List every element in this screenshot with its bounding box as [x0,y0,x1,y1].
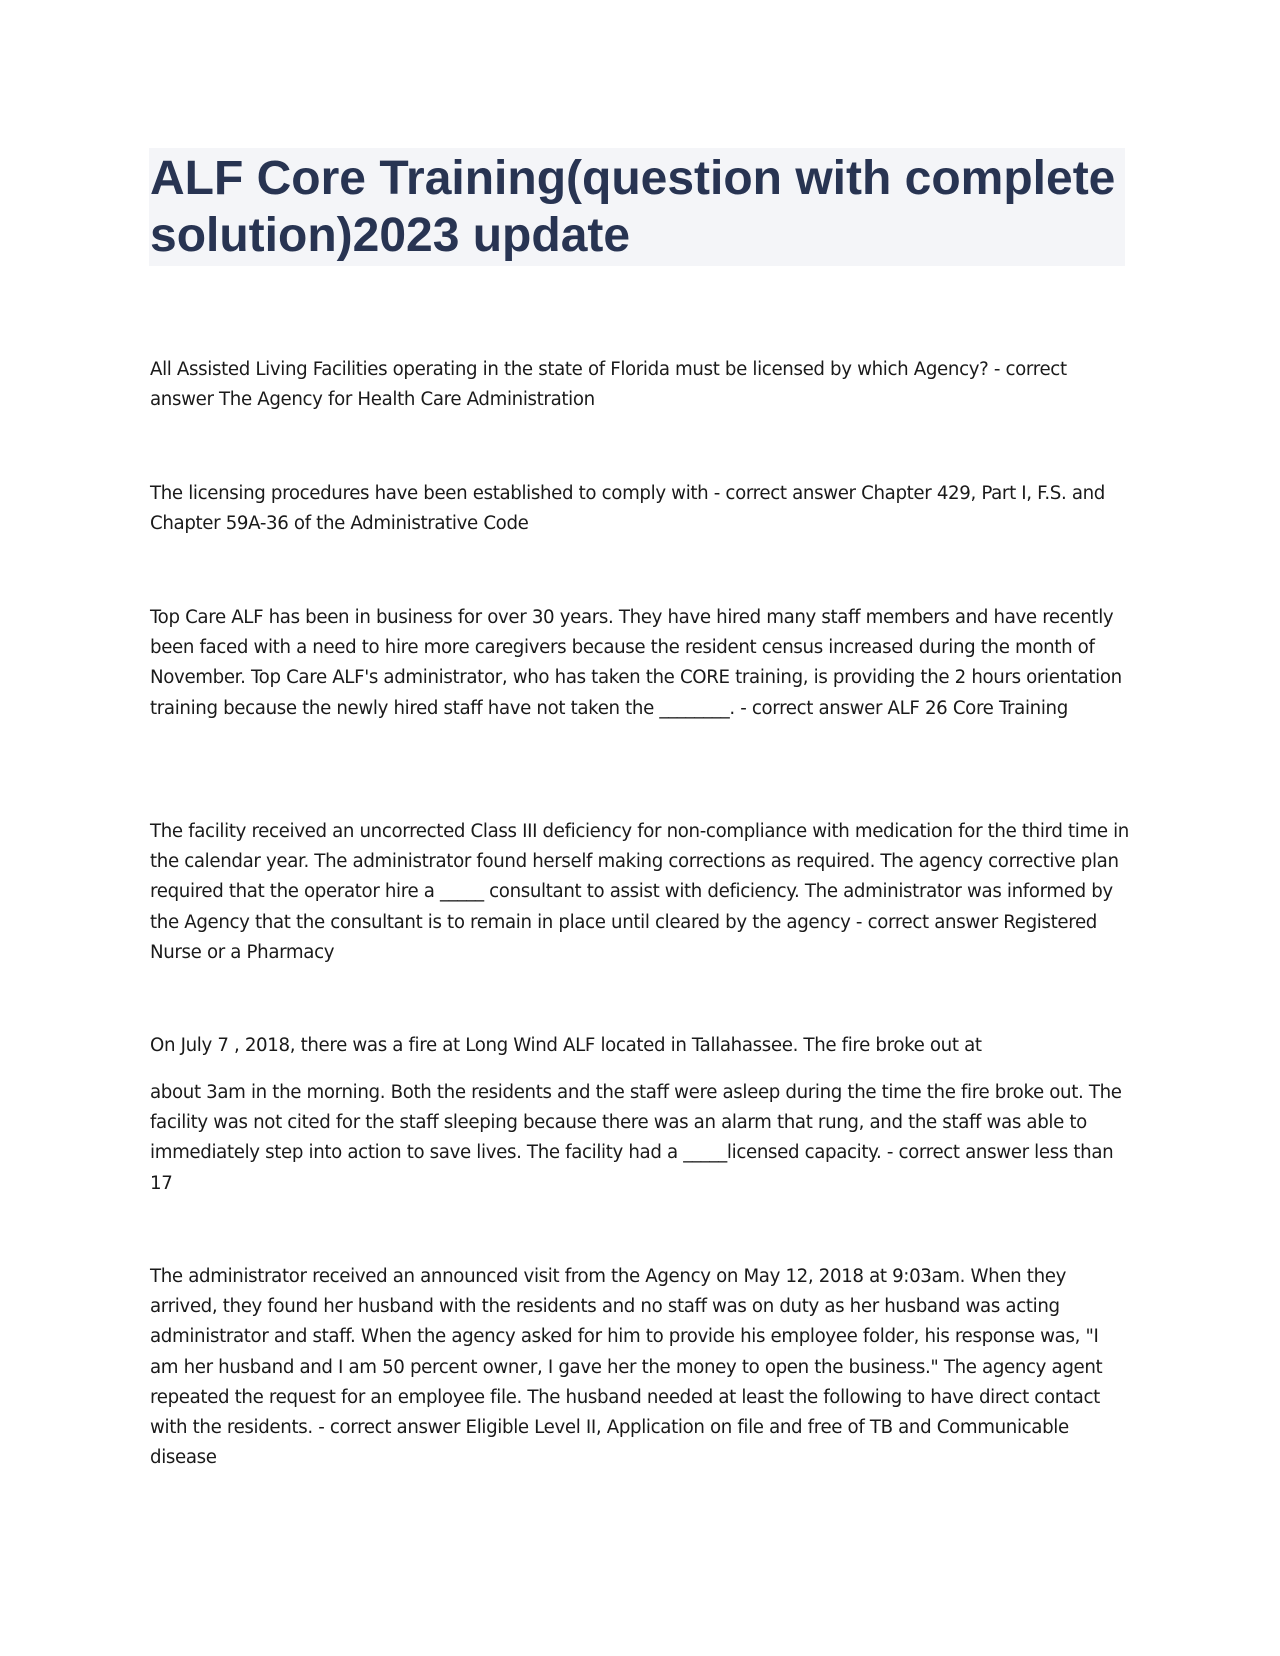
qa-item-1: All Assisted Living Facilities operating in the state of Florida must be licensed by which Agency? - correct answer The Agency for Health Care Administration [150,359,1067,411]
qa-item-6: The administrator received an announced visit from the Agency on May 12, 2018 at 9:03am. When they arrived, they found her husband with the residents and no staff was on duty as her husband was acting administrator and staff. When the agency asked for him to provide his employee folder, his response was, "I am her husband and I am 50 percent owner, I gave her the money to open the business." The agency agent repeated the request for an employee file. The husband needed at least the following to have direct contact with the residents. - correct answer Eligible Level II, Application on file and free of TB and Communicable disease [150,1266,1103,1469]
qa-item-4: The facility received an uncorrected Class III deficiency for non-compliance with medication for the third time in the calendar year. The administrator found herself making corrections as required. The agency corrective plan required that the operator hire a _____ consultant to assist with deficiency. The administrator was informed by the Agency that the consultant is to remain in place until cleared by the agency - correct answer Registered Nurse or a Pharmacy [150,821,1129,963]
document-title: ALF Core Training(question with complete solution)2023 update [150,152,1116,262]
qa-item-3: Top Care ALF has been in business for over 30 years. They have hired many staff members and have recently been faced with a need to hire more caregivers because the resident census increased during the month of November. Top Care ALF's administrator, who has taken the CORE training, is providing the 2 hours orientation training because the newly hired staff have not taken the ________. - correct answer ALF 26 Core Training [150,607,1122,719]
qa-item-5-continuation: about 3am in the morning. Both the residents and the staff were asleep during the time the fire broke out. The facility was not cited for the staff sleeping because there was an alarm that rung, and the staff was able to immediately step into action to save lives. The facility had a _____licensed capacity. - correct answer less than 17 [150,1082,1122,1194]
qa-item-2: The licensing procedures have been established to comply with - correct answer Chapter 429, Part I, F.S. and Chapter 59A-36 of the Administrative Code [150,483,1105,535]
qa-item-5: On July 7 , 2018, there was a fire at Long Wind ALF located in Tallahassee. The fire broke out at [150,1035,982,1056]
